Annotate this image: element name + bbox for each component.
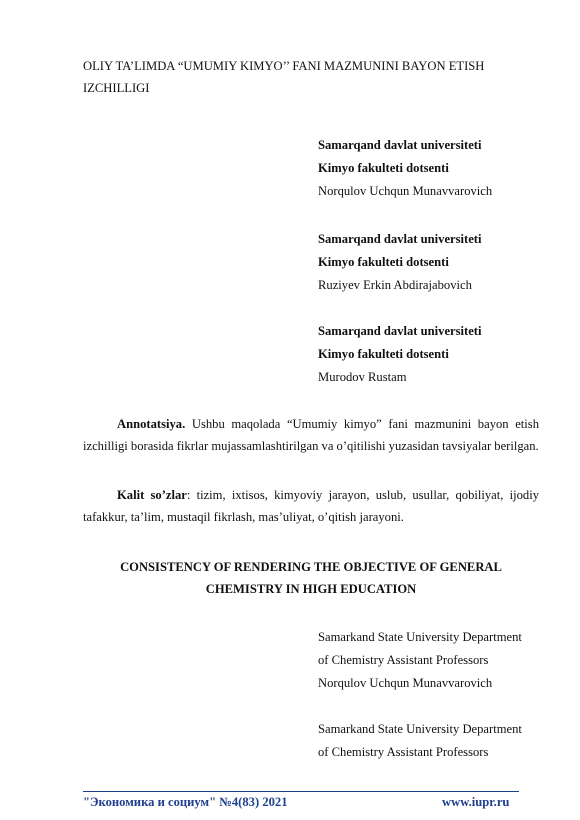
author-affiliation-line1: Samarkand State University Department — [318, 722, 522, 736]
author-block-1 — [318, 134, 558, 203]
footer-site-link[interactable]: www.iupr.ru — [442, 795, 510, 809]
keywords-text: : tizim, ixtisos, kimyoviy jarayon, uslub, usullar, qobiliyat, ijodiy tafakkur, ta’lim, mustaqil fikrlash, mas’uliyat, o’qitish jarayoni. — [83, 488, 539, 524]
author-position: Kimyo fakulteti dotsenti — [318, 161, 449, 175]
keywords-paragraph — [83, 484, 539, 528]
author-block-3 — [318, 320, 558, 389]
article-title-en: CONSISTENCY OF RENDERING THE OBJECTIVE OF GENERAL CHEMISTRY IN HIGH EDUCATION — [120, 560, 502, 596]
author-name: Norqulov Uchqun Munavvarovich — [318, 676, 493, 690]
abstract-label: Annotatsiya. — [117, 417, 186, 431]
keywords-label: Kalit so’zlar — [117, 488, 187, 502]
abstract-paragraph — [83, 413, 539, 457]
author-block-en-1 — [318, 626, 558, 695]
author-university: Samarqand davlat universiteti — [318, 232, 482, 246]
author-name: Norqulov Uchqun Munavvarovich — [318, 184, 493, 198]
author-block-2 — [318, 228, 558, 297]
article-title-uz: OLIY TA’LIMDA “UMUMIY KIMYO’’ FANI MAZMUNINI BAYON ETISH IZCHILLIGI — [83, 59, 485, 95]
footer-journal: "Экономика и социум" №4(83) 2021 — [83, 795, 288, 809]
footer-divider — [83, 791, 519, 792]
author-position: Kimyo fakulteti dotsenti — [318, 347, 449, 361]
author-affiliation-line1: Samarkand State University Department — [318, 630, 522, 644]
author-name: Murodov Rustam — [318, 370, 407, 384]
author-affiliation-line2: of Chemistry Assistant Professors — [318, 745, 489, 759]
author-block-en-2 — [318, 718, 558, 764]
author-position: Kimyo fakulteti dotsenti — [318, 255, 449, 269]
author-university: Samarqand davlat universiteti — [318, 324, 482, 338]
author-name: Ruziyev Erkin Abdirajabovich — [318, 278, 472, 292]
abstract-text: Ushbu maqolada “Umumiy kimyo” fani mazmunini bayon etish izchilligi borasida fikrlar mujassamlashtirilgan va o’qitilishi yuzasidan tavsiyalar berilgan. — [83, 417, 539, 453]
author-affiliation-line2: of Chemistry Assistant Professors — [318, 653, 489, 667]
author-university: Samarqand davlat universiteti — [318, 138, 482, 152]
